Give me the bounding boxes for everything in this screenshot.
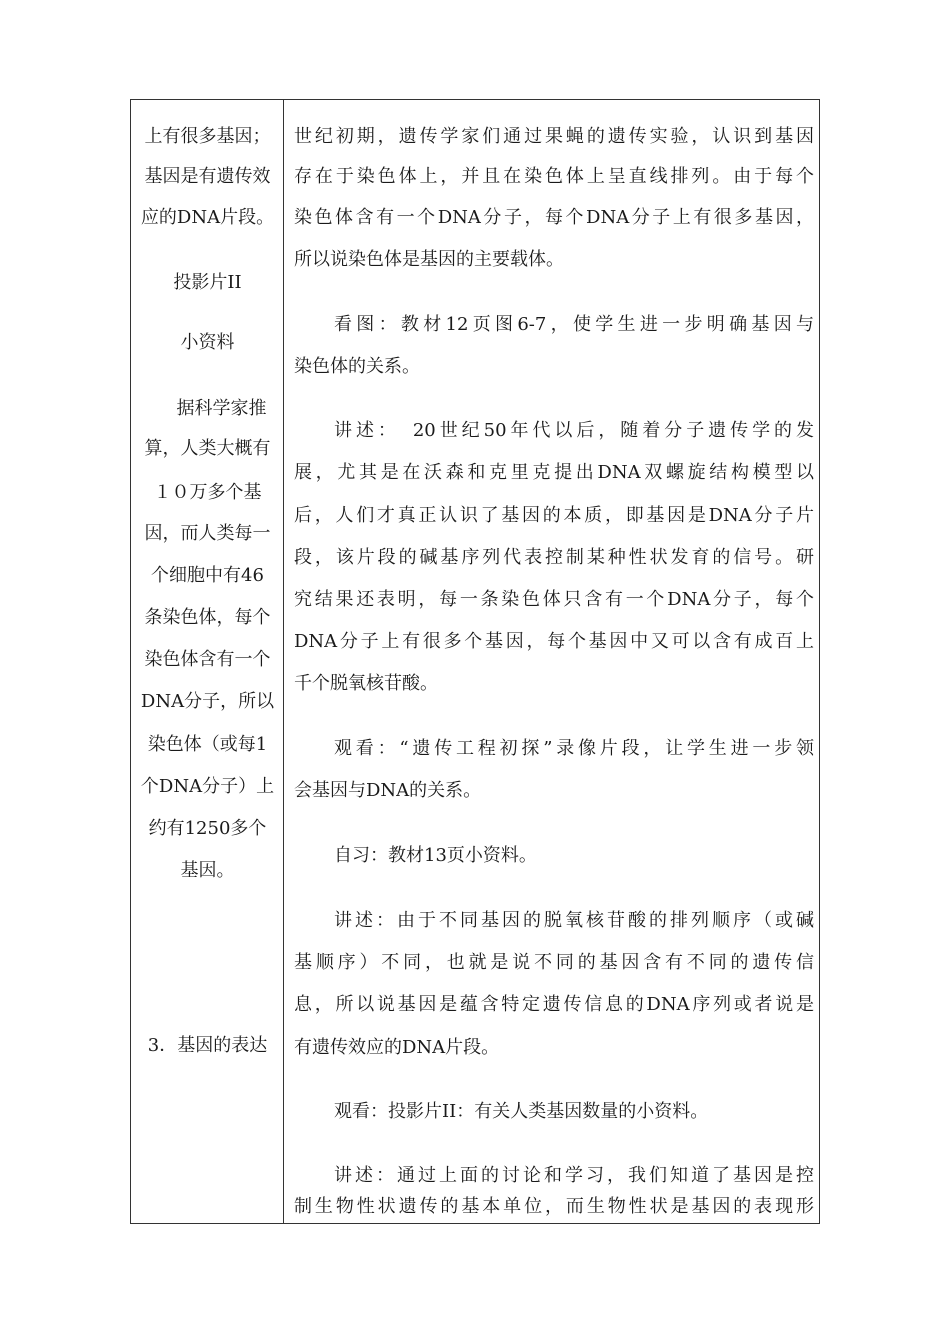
left-line: 算，人类大概有 bbox=[144, 438, 271, 459]
right-line: 所以说染色体是基因的主要载体。 bbox=[294, 249, 564, 270]
right-line: 会基因与DNA的关系。 bbox=[294, 780, 482, 801]
right-line: 染色体的关系。 bbox=[294, 356, 420, 377]
right-line: 自习：教材13页小资料。 bbox=[334, 845, 537, 866]
left-line: 染色体（或每1 bbox=[147, 734, 268, 755]
right-line: 看图：教材12页图6-7，使学生进一步明确基因与 bbox=[334, 314, 814, 335]
right-line: 讲述：通过上面的讨论和学习，我们知道了基因是控 bbox=[334, 1165, 814, 1186]
right-column bbox=[284, 100, 819, 1223]
left-line: 染色体含有一个 bbox=[144, 649, 271, 670]
left-line: 个细胞中有46 bbox=[151, 565, 264, 586]
left-line: DNA分子，所以 bbox=[140, 691, 275, 712]
left-column bbox=[131, 100, 284, 1223]
right-line: 观看：“遗传工程初探”录像片段，让学生进一步领 bbox=[334, 738, 814, 759]
left-line: 个DNA分子）上 bbox=[140, 776, 275, 797]
right-line: 世纪初期，遗传学家们通过果蝇的遗传实验，认识到基因 bbox=[294, 126, 814, 147]
right-line: 讲述：由于不同基因的脱氧核苷酸的排列顺序（或碱 bbox=[334, 910, 814, 931]
left-line: 投影片II bbox=[173, 272, 242, 293]
lesson-table bbox=[130, 99, 820, 1224]
right-line: 段，该片段的碱基序列代表控制某种性状发育的信号。研 bbox=[294, 547, 814, 568]
left-line: 3．基因的表达 bbox=[147, 1035, 268, 1056]
right-line: 存在于染色体上，并且在染色体上呈直线排列。由于每个 bbox=[294, 166, 814, 187]
right-line: 有遗传效应的DNA片段。 bbox=[294, 1037, 500, 1058]
right-line: 基顺序）不同，也就是说不同的基因含有不同的遗传信 bbox=[294, 952, 814, 973]
right-line: 观看：投影片II：有关人类基因数量的小资料。 bbox=[334, 1101, 709, 1122]
left-line: 小资料 bbox=[180, 332, 235, 353]
left-line: 基因。 bbox=[180, 860, 235, 881]
right-line: 息，所以说基因是蕴含特定遗传信息的DNA序列或者说是 bbox=[294, 994, 814, 1015]
left-line: 因，而人类每一 bbox=[144, 523, 271, 544]
right-line: 究结果还表明，每一条染色体只含有一个DNA分子，每个 bbox=[294, 589, 814, 610]
right-line: 展，尤其是在沃森和克里克提出DNA双螺旋结构模型以 bbox=[294, 462, 814, 483]
right-line: 后，人们才真正认识了基因的本质，即基因是DNA分子片 bbox=[294, 505, 814, 526]
left-line: 条染色体，每个 bbox=[144, 607, 271, 628]
left-line: 应的DNA片段。 bbox=[140, 207, 275, 228]
left-line: 基因是有遗传效 bbox=[144, 166, 271, 187]
left-line: 上有很多基因； bbox=[144, 126, 271, 147]
right-line: 制生物性状遗传的基本单位，而生物性状是基因的表现形 bbox=[294, 1196, 814, 1217]
left-line: 约有1250多个 bbox=[148, 818, 267, 839]
right-line: 千个脱氧核苷酸。 bbox=[294, 673, 438, 694]
left-line: １０万多个基 bbox=[153, 482, 262, 503]
right-line: DNA分子上有很多个基因，每个基因中又可以含有成百上 bbox=[294, 631, 814, 652]
right-line: 染色体含有一个DNA分子，每个DNA分子上有很多基因， bbox=[294, 207, 814, 228]
right-line: 讲述： 20世纪50年代以后，随着分子遗传学的发 bbox=[334, 420, 814, 441]
left-line: 据科学家推 bbox=[176, 398, 267, 419]
